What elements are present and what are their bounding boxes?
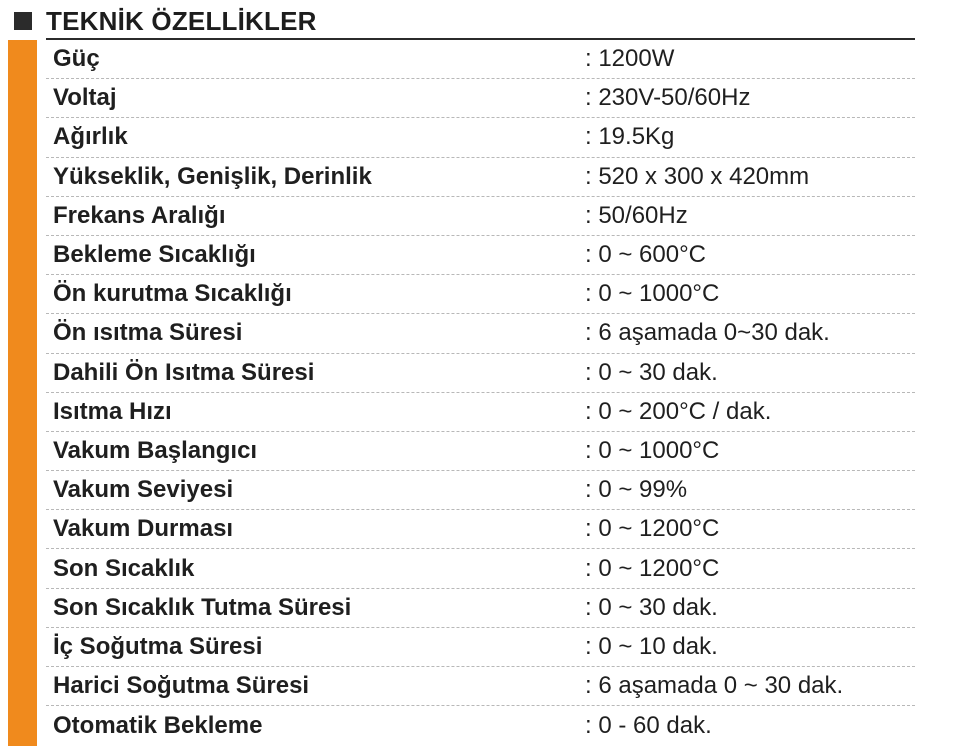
spec-row — [46, 432, 915, 471]
spec-value: : 0 ~ 1200°C — [585, 515, 720, 543]
square-bullet-icon — [14, 12, 32, 30]
spec-row — [46, 354, 915, 393]
spec-row — [46, 275, 915, 314]
spec-value: : 19.5Kg — [585, 123, 675, 151]
spec-value: : 50/60Hz — [585, 201, 688, 229]
spec-value: : 0 ~ 99% — [585, 476, 688, 504]
accent-bar — [8, 40, 37, 746]
spec-value: : 0 ~ 30 dak. — [585, 593, 718, 621]
spec-row — [46, 314, 915, 353]
spec-value: : 6 aşamada 0 ~ 30 dak. — [585, 672, 844, 700]
spec-label: Güç — [53, 45, 100, 73]
section-title: TEKNİK ÖZELLİKLER — [46, 5, 317, 36]
spec-label: Harici Soğutma Süresi — [53, 672, 310, 700]
spec-label: Son Sıcaklık — [53, 554, 195, 582]
spec-value: : 0 ~ 1000°C — [585, 436, 720, 464]
spec-label: Vakum Başlangıcı — [53, 436, 258, 464]
spec-row — [46, 158, 915, 197]
spec-value: : 1200W — [585, 45, 675, 73]
spec-value: : 0 ~ 30 dak. — [585, 358, 718, 386]
spec-row — [46, 393, 915, 432]
spec-row — [46, 79, 915, 118]
spec-label: Frekans Aralığı — [53, 201, 226, 229]
spec-label: Ön ısıtma Süresi — [53, 319, 243, 347]
spec-label: Ağırlık — [53, 123, 128, 151]
spec-label: Dahili Ön Isıtma Süresi — [53, 358, 315, 386]
spec-value: : 0 ~ 10 dak. — [585, 632, 718, 660]
spec-table — [46, 40, 915, 745]
spec-row — [46, 118, 915, 157]
spec-label: Bekleme Sıcaklığı — [53, 241, 256, 269]
spec-value: : 230V-50/60Hz — [585, 84, 751, 112]
spec-label: Otomatik Bekleme — [53, 711, 263, 739]
spec-row — [46, 236, 915, 275]
spec-label: Isıtma Hızı — [53, 397, 172, 425]
section-header — [14, 4, 317, 38]
spec-value: : 0 ~ 1200°C — [585, 554, 720, 582]
spec-row — [46, 549, 915, 588]
spec-label: Yükseklik, Genişlik, Derinlik — [53, 162, 372, 190]
spec-row — [46, 706, 915, 745]
spec-row — [46, 40, 915, 79]
spec-row — [46, 510, 915, 549]
spec-value: : 0 ~ 600°C — [585, 241, 707, 269]
spec-label: İç Soğutma Süresi — [53, 632, 263, 660]
spec-value: : 520 x 300 x 420mm — [585, 162, 810, 190]
spec-value: : 6 aşamada 0~30 dak. — [585, 319, 830, 347]
spec-value: : 0 ~ 1000°C — [585, 280, 720, 308]
spec-value: : 0 - 60 dak. — [585, 711, 712, 739]
spec-row — [46, 197, 915, 236]
spec-row — [46, 628, 915, 667]
spec-label: Ön kurutma Sıcaklığı — [53, 280, 292, 308]
spec-value: : 0 ~ 200°C / dak. — [585, 397, 772, 425]
spec-label: Son Sıcaklık Tutma Süresi — [53, 593, 352, 621]
spec-label: Vakum Durması — [53, 515, 234, 543]
spec-row — [46, 667, 915, 706]
spec-label: Voltaj — [53, 84, 117, 112]
spec-row — [46, 589, 915, 628]
spec-row — [46, 471, 915, 510]
spec-label: Vakum Seviyesi — [53, 476, 234, 504]
